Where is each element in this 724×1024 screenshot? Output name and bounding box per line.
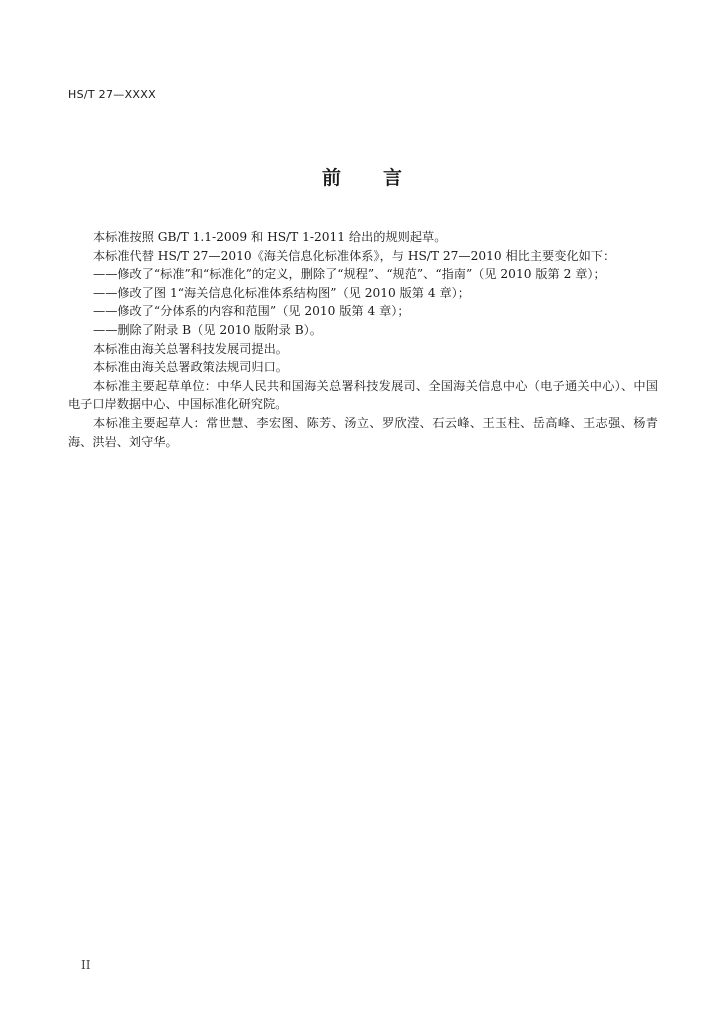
title-char-2: 言: [383, 167, 403, 189]
paragraph-drafting-rules: 本标准按照 GB/T 1.1-2009 和 HS/T 1-2011 给出的规则起草。: [93, 230, 447, 244]
document-code-header: HS/T 27—XXXX: [68, 88, 156, 101]
paragraph-drafting-units: 本标准主要起草单位：中华人民共和国海关总署科技发展司、全国海关信息中心（电子通关中心）、中国电子口岸数据中心、中国标准化研究院。: [68, 378, 658, 412]
paragraph-replacement: 本标准代替 HS/T 27—2010《海关信息化标准体系》，与 HS/T 27—2010 相比主要变化如下：: [93, 248, 616, 263]
page-title: [0, 163, 724, 190]
change-item-figure: ——修改了图 1“海关信息化标准体系结构图”（见 2010 版第 4 章）；: [93, 285, 470, 300]
paragraph-drafters: 本标准主要起草人：常世慧、李宏图、陈芳、汤立、罗欣滢、石云峰、王玉柱、岳高峰、王志强、杨青海、洪岩、刘守华。: [68, 415, 658, 449]
change-item-subsystem: ——修改了“分体系的内容和范围”（见 2010 版第 4 章）；: [93, 304, 410, 319]
change-item-appendix: ——删除了附录 B（见 2010 版附录 B）。: [93, 322, 322, 337]
paragraph-proposed-by: 本标准由海关总署科技发展司提出。: [93, 341, 288, 356]
page-number: II: [81, 958, 91, 972]
title-char-1: 前: [321, 167, 341, 189]
foreword-body: [68, 228, 658, 451]
change-item-definitions: ——修改了“标准”和“标准化”的定义，删除了“规程”、“规范”、“指南”（见 2010 版第 2 章）；: [93, 267, 606, 282]
paragraph-administered-by: 本标准由海关总署政策法规司归口。: [93, 360, 288, 375]
